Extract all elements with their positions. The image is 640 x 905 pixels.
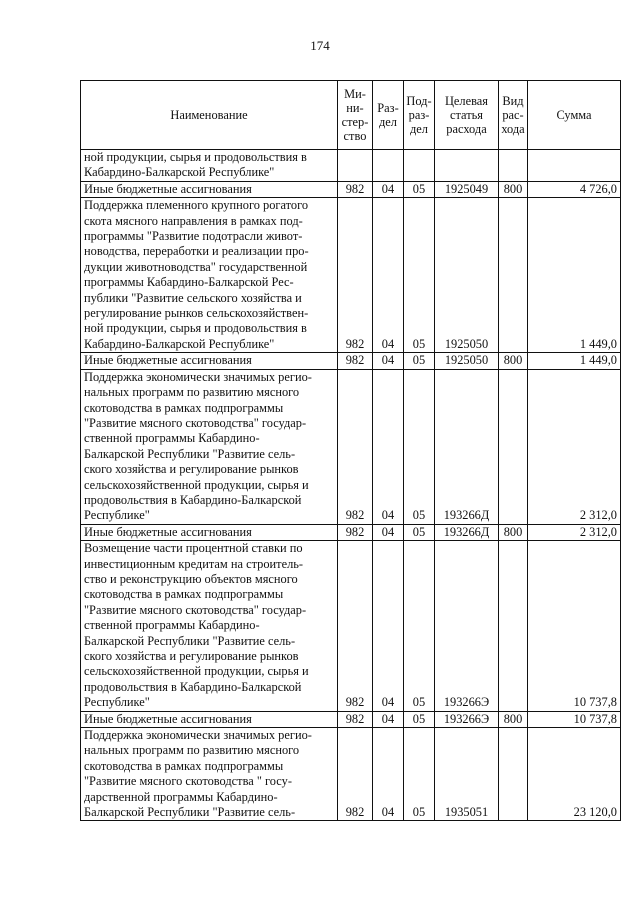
cell-name: Возмещение части процентной ставки по инвестиционным кредитам на строитель- ство и реконструкцию объектов мясного скотоводства в рамках подпрограммы "Развитие мясного скотоводства" государ- ственной программы Кабардино- Балкарской Республики "Развитие сель- ского хозяйства и регулирование рынков сельскохозяйственной продукции, сырья и продовольствия в Кабардино-Балкарской Республике" (81, 541, 338, 711)
cell-expense-type (499, 150, 528, 182)
cell-amount: 2 312,0 (528, 524, 621, 540)
header-expense-type: Вид рас- хода (499, 81, 528, 150)
cell-subsection: 05 (404, 353, 435, 369)
cell-name: Поддержка экономически значимых регио- нальных программ по развитию мясного скотоводства в рамках подпрограммы "Развитие мясного скотоводства" государ- ственной программы Кабардино- Балкарской Республики "Развитие сель- ского хозяйства и регулирование рынков сельскохозяйственной продукции, сырья и продовольствия в Кабардино-Балкарской Республике" (81, 369, 338, 524)
cell-target-article: 1925050 (435, 353, 499, 369)
cell-expense-type: 800 (499, 711, 528, 727)
table-row (81, 181, 621, 197)
cell-ministry: 982 (338, 728, 373, 821)
table-row (81, 198, 621, 353)
cell-amount: 23 120,0 (528, 728, 621, 821)
cell-expense-type (499, 728, 528, 821)
cell-section: 04 (373, 728, 404, 821)
cell-amount: 10 737,8 (528, 711, 621, 727)
cell-expense-type: 800 (499, 524, 528, 540)
header-name: Наименование (81, 81, 338, 150)
table-row (81, 524, 621, 540)
table-header-row (81, 81, 621, 150)
cell-expense-type (499, 541, 528, 711)
cell-amount: 1 449,0 (528, 198, 621, 353)
cell-target-article: 193266Д (435, 524, 499, 540)
budget-table (80, 80, 621, 821)
cell-section: 04 (373, 198, 404, 353)
cell-section: 04 (373, 353, 404, 369)
cell-section: 04 (373, 369, 404, 524)
cell-name: Иные бюджетные ассигнования (81, 711, 338, 727)
cell-expense-type (499, 369, 528, 524)
cell-subsection: 05 (404, 181, 435, 197)
cell-name: Иные бюджетные ассигнования (81, 181, 338, 197)
cell-ministry: 982 (338, 369, 373, 524)
cell-subsection: 05 (404, 524, 435, 540)
cell-amount: 10 737,8 (528, 541, 621, 711)
cell-section: 04 (373, 524, 404, 540)
cell-target-article: 193266Э (435, 541, 499, 711)
cell-section: 04 (373, 181, 404, 197)
table-row (81, 150, 621, 182)
cell-name: Иные бюджетные ассигнования (81, 524, 338, 540)
cell-ministry: 982 (338, 198, 373, 353)
cell-ministry: 982 (338, 181, 373, 197)
cell-target-article: 193266Д (435, 369, 499, 524)
header-section: Раз- дел (373, 81, 404, 150)
table-row (81, 728, 621, 821)
cell-ministry: 982 (338, 524, 373, 540)
cell-subsection: 05 (404, 728, 435, 821)
table-row (81, 369, 621, 524)
cell-target-article: 1925049 (435, 181, 499, 197)
cell-section: 04 (373, 541, 404, 711)
cell-amount: 1 449,0 (528, 353, 621, 369)
cell-target-article: 193266Э (435, 711, 499, 727)
cell-subsection (404, 150, 435, 182)
cell-subsection: 05 (404, 711, 435, 727)
cell-name: Поддержка экономически значимых регио- нальных программ по развитию мясного скотоводства в рамках подпрограммы "Развитие мясного скотоводства " госу- дарственной программы Кабардино- Балкарской Республики "Развитие сель- (81, 728, 338, 821)
cell-subsection: 05 (404, 198, 435, 353)
cell-amount: 4 726,0 (528, 181, 621, 197)
table-row (81, 353, 621, 369)
cell-target-article (435, 150, 499, 182)
cell-name: Поддержка племенного крупного рогатого скота мясного направления в рамках под- программы "Развитие подотрасли живот- новодства, переработки и реализации про- дукции животноводства" государственной программы Кабардино-Балкарской Рес- публики "Развитие сельского хозяйства и регулирование рынков сельскохозяйствен- ной продукции, сырья и продовольствия в Кабардино-Балкарской Республике" (81, 198, 338, 353)
header-subsection: Под- раз- дел (404, 81, 435, 150)
cell-name: ной продукции, сырья и продовольствия в Кабардино-Балкарской Республике" (81, 150, 338, 182)
cell-expense-type: 800 (499, 353, 528, 369)
header-target-article: Целевая статья расхода (435, 81, 499, 150)
cell-target-article: 1925050 (435, 198, 499, 353)
cell-amount: 2 312,0 (528, 369, 621, 524)
cell-target-article: 1935051 (435, 728, 499, 821)
cell-ministry: 982 (338, 711, 373, 727)
cell-subsection: 05 (404, 541, 435, 711)
cell-amount (528, 150, 621, 182)
cell-section (373, 150, 404, 182)
page-number: 174 (310, 38, 330, 53)
table-row (81, 541, 621, 711)
cell-ministry (338, 150, 373, 182)
cell-subsection: 05 (404, 369, 435, 524)
header-ministry: Ми- ни- стер- ство (338, 81, 373, 150)
cell-section: 04 (373, 711, 404, 727)
cell-ministry: 982 (338, 353, 373, 369)
table-row (81, 711, 621, 727)
cell-expense-type (499, 198, 528, 353)
header-amount: Сумма (528, 81, 621, 150)
cell-expense-type: 800 (499, 181, 528, 197)
cell-ministry: 982 (338, 541, 373, 711)
cell-name: Иные бюджетные ассигнования (81, 353, 338, 369)
